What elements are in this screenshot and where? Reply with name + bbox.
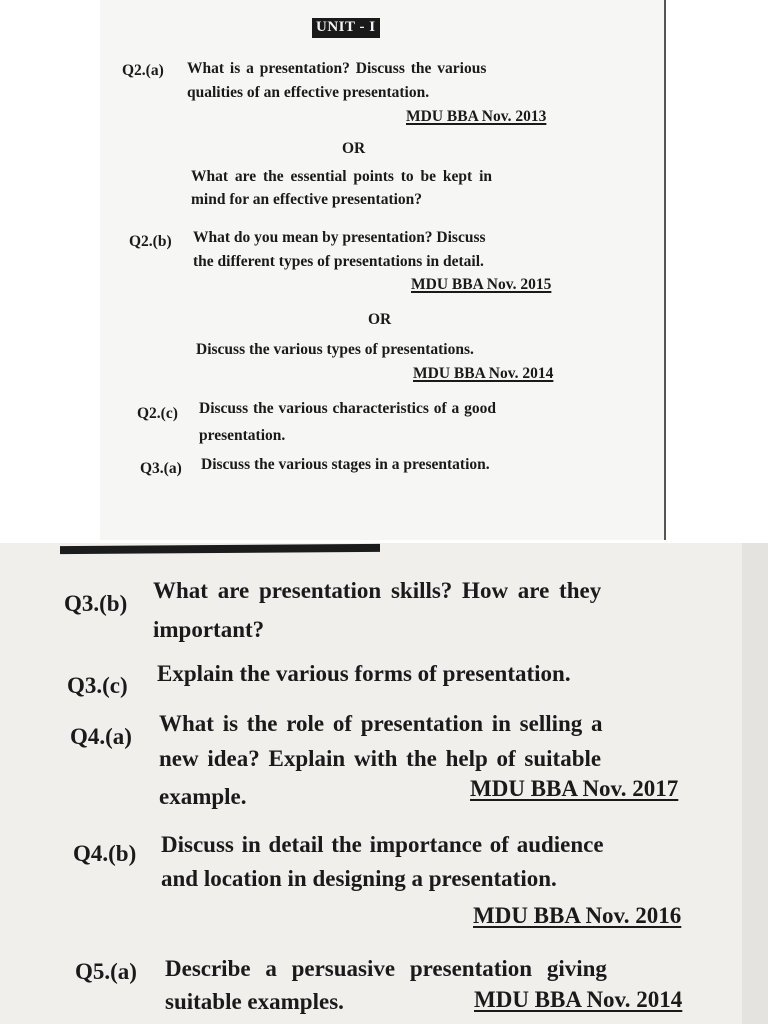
exam-source-alt2: MDU BBA Nov. 2014 (413, 365, 554, 382)
or-separator-2: OR (368, 311, 392, 328)
question-text-q3a-line1: Discuss the various stages in a presentation. (201, 456, 490, 473)
or-separator-1: OR (342, 140, 366, 157)
question-text-alt2-line1: Discuss the various types of presentations. (196, 341, 474, 358)
exam-source-q5a: MDU BBA Nov. 2014 (474, 987, 683, 1012)
question-text-q2b-line2: the different types of presentations in detail. (193, 253, 484, 270)
question-text-q3c-line1: Explain the various forms of presentation. (157, 661, 571, 686)
question-number-q5a: Q5.(a) (75, 959, 137, 984)
question-text-q4b-line1: Discuss in detail the importance of audience (161, 832, 604, 857)
exam-source-q2b: MDU BBA Nov. 2015 (411, 276, 552, 293)
question-number-q2b: Q2.(b) (129, 233, 172, 250)
question-number-q2a: Q2.(a) (122, 62, 164, 79)
question-text-q4b-line2: and location in designing a presentation. (161, 866, 557, 891)
exam-source-q4b: MDU BBA Nov. 2016 (473, 903, 682, 928)
question-number-q2c: Q2.(c) (137, 405, 178, 422)
question-number-q3c: Q3.(c) (67, 673, 128, 698)
question-text-q4a-line2: new idea? Explain with the help of suitable (159, 746, 602, 771)
question-number-q4a: Q4.(a) (70, 724, 132, 749)
exam-source-q4a: MDU BBA Nov. 2017 (470, 776, 679, 801)
question-text-q3b-line2: important? (153, 617, 265, 642)
question-number-q3a: Q3.(a) (140, 460, 182, 477)
question-text-q2a-line2: qualities of an effective presentation. (187, 84, 430, 101)
question-text-q5a-line1: Describe a persuasive presentation giving (165, 956, 607, 981)
question-text-q4a-line1: What is the role of presentation in selling a (159, 711, 603, 736)
question-text-alt1-line1: What are the essential points to be kept in (191, 168, 493, 185)
question-text-q2a-line1: What is a presentation? Discuss the various (187, 60, 487, 77)
question-text-q5a-line2: suitable examples. (165, 989, 344, 1014)
question-number-q3b: Q3.(b) (64, 591, 128, 616)
margin-left (0, 0, 100, 540)
question-text-q2b-line1: What do you mean by presentation? Discuss (193, 229, 486, 246)
question-text-q3b-line1: What are presentation skills? How are they (153, 578, 602, 603)
question-text-q2c-line1: Discuss the various characteristics of a good (199, 400, 497, 417)
exam-source-q2a: MDU BBA Nov. 2013 (406, 108, 547, 125)
question-number-q4b: Q4.(b) (73, 841, 137, 866)
question-text-alt1-line2: mind for an effective presentation? (191, 191, 423, 208)
page-edge-shadow (742, 543, 768, 1024)
question-text-q4a-line3: example. (159, 784, 247, 809)
unit-title: UNIT - I (312, 18, 380, 38)
question-text-q2c-line2: presentation. (199, 427, 286, 444)
